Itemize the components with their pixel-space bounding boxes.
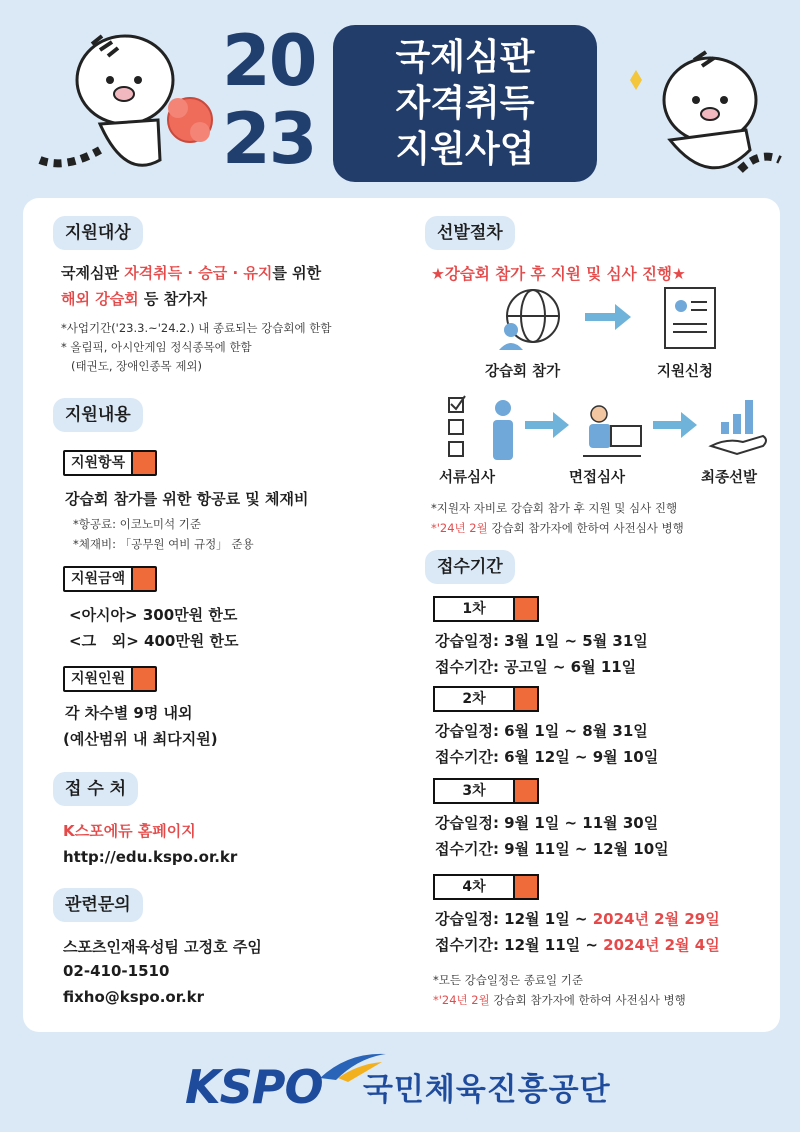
title-line-1: 국제심판 [395,36,535,78]
round-4-apply-text: 접수기간: 12월 11일 ~ [435,936,604,954]
round-tag-label: 1차 [462,601,486,617]
title-line-3: 지원사업 [395,128,535,170]
target-text-2: 등 참가자 [138,290,208,308]
section-inquiry-label: 관련문의 [53,888,143,922]
step-final-selection: 최종선발 [701,470,758,486]
orange-square-icon [513,876,537,898]
orange-square-icon [513,598,537,620]
section-target-label: 지원대상 [53,216,143,250]
item-tag-label: 지원금액 [65,568,131,590]
year-top: 20 [222,20,316,102]
round-4-course [435,908,720,929]
people-note: (예산범위 내 최다지원) [63,730,218,748]
target-line-2 [61,288,207,309]
round-4-course-end: 2024년 2월 29일 [592,910,720,928]
orange-square-icon [513,688,537,710]
round-1-apply: 접수기간: 공고일 ~ 6월 11일 [435,658,637,676]
section-period-label: 접수기간 [425,550,515,584]
cheering-tiger-illustration [30,20,220,190]
step-attend: 강습회 참가 [485,364,561,380]
target-note-2: * 올림픽, 아시안게임 정식종목에 한함 [61,340,252,354]
growth-hand-icon [707,394,773,460]
arrow-right-icon [525,412,569,438]
application-document-icon [657,284,727,354]
selection-note-1: *지원자 자비로 강습회 참가 후 지원 및 심사 진행 [431,501,678,515]
period-note-1: *모든 강습일정은 종료일 기준 [433,973,584,987]
target-note-3: (태권도, 장애인종목 제외) [71,359,203,373]
round-4-course-text: 강습일정: 12월 1일 ~ [435,910,593,928]
note-highlight: *'24년 2월 [431,521,488,535]
round-1-course: 강습일정: 3월 1일 ~ 5월 31일 [435,632,648,650]
orange-square-icon [513,780,537,802]
title-line-2: 자격취득 [395,82,535,124]
people-count: 각 차수별 9명 내외 [65,704,193,722]
waving-tiger-illustration [610,30,785,190]
round-tag-label: 3차 [462,783,486,799]
inquiry-person: 스포츠인재육성팀 고정호 주임 [63,938,262,956]
reception-name: K스포에듀 홈페이지 [63,822,196,840]
note-text: 강습회 참가자에 한하여 사전심사 병행 [489,993,686,1007]
round-1-tag [433,596,539,622]
target-note-1: *사업기간('23.3.~'24.2.) 내 종료되는 강습회에 한함 [61,321,332,335]
amount-other: <그 외> 400만원 한도 [69,632,239,650]
round-2-course: 강습일정: 6월 1일 ~ 8월 31일 [435,722,648,740]
round-tag-label: 2차 [462,691,486,707]
content-card [23,198,780,1032]
item-tag-support-items [63,450,157,476]
round-tag-label: 4차 [462,879,486,895]
period-note-2 [433,992,686,1008]
kspo-logo: KSPO [185,1060,323,1114]
target-line-1 [61,262,321,283]
round-2-apply: 접수기간: 6월 12일 ~ 9월 10일 [435,748,659,766]
round-4-apply-end: 2024년 2월 4일 [603,936,720,954]
round-2-tag [433,686,539,712]
inquiry-email-link[interactable]: fixho@kspo.or.kr [63,988,205,1006]
note-highlight: *'24년 2월 [433,993,490,1007]
amount-asia: <아시아> 300만원 한도 [69,606,238,624]
item-tag-label: 지원인원 [65,668,131,690]
target-highlight-2: 해외 강습회 [61,290,139,308]
section-content-label: 지원내용 [53,398,143,432]
step-document-review: 서류심사 [439,470,496,486]
round-4-tag [433,874,539,900]
section-selection-label: 선발절차 [425,216,515,250]
step-interview: 면접심사 [569,470,626,486]
selection-headline: ★강습회 참가 후 지원 및 심사 진행★ [431,265,686,283]
target-text: 국제심판 [61,264,125,282]
inquiry-phone: 02-410-1510 [63,962,170,980]
interview-icon [575,398,645,462]
step-apply: 지원신청 [657,364,714,380]
note-text: 강습회 참가자에 한하여 사전심사 병행 [487,521,684,535]
target-text-end: 를 위한 [272,264,322,282]
reception-url-link[interactable]: http://edu.kspo.or.kr [63,848,238,866]
year-display [222,22,330,178]
year-bottom: 23 [222,98,316,180]
page-title-box [333,25,597,182]
organization-name: 국민체육진흥공단 [363,1072,611,1108]
globe-person-icon [495,286,565,352]
target-highlight: 자격취득 · 승급 · 유지 [124,264,273,282]
item-tag-support-amount [63,566,157,592]
round-4-apply [435,934,720,955]
stay-note: *체재비: 「공무원 여비 규정」 준용 [73,537,254,551]
arrow-right-icon [653,412,697,438]
round-3-course: 강습일정: 9월 1일 ~ 11월 30일 [435,814,659,832]
orange-square-icon [131,452,155,474]
item-tag-label: 지원항목 [65,452,131,474]
support-items-text: 강습회 참가를 위한 항공료 및 체재비 [65,490,309,508]
item-tag-support-people [63,666,157,692]
selection-note-2 [431,520,684,536]
round-3-tag [433,778,539,804]
round-3-apply: 접수기간: 9월 11일 ~ 12월 10일 [435,840,669,858]
airfare-note: *항공료: 이코노미석 기준 [73,517,202,531]
arrow-right-icon [585,304,631,330]
section-reception-label: 접 수 처 [53,772,138,806]
orange-square-icon [131,668,155,690]
orange-square-icon [131,568,155,590]
checklist-person-icon [445,394,525,464]
